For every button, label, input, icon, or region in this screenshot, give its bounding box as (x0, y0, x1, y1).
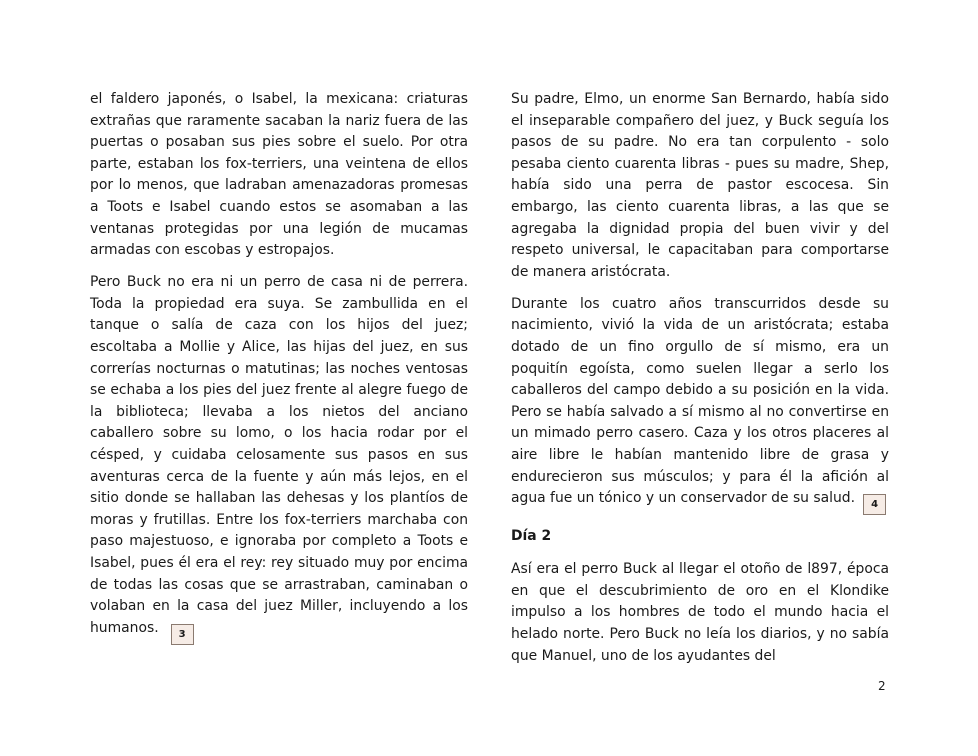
paragraph-text: Pero Buck no era ni un perro de casa ni de perrera. Toda la propiedad era suya. Se zambullida en el tanque o salía de caza con los hijos del juez; escoltaba a Mollie y Alice, las hijas del juez, en sus correrías nocturnas o matutinas; las noches ventosas se echaba a los pies del juez frente al alegre fuego de la biblioteca; llevaba a los nietos del anciano caballero sobre su lomo, o los hacia rodar por el césped, y cuidaba celosamente sus pasos en sus aventuras cerca de la fuente y aún más lejos, en el sitio donde se hallaban las dehesas y los plantíos de moras y frutillas. Entre los fox-terriers marchaba con paso majestuoso, e ignoraba por completo a Toots e Isabel, pues él era el rey: rey situado muy por encima de todas las cosas que se arrastraban, caminaban o volaban en la casa del juez Miller, incluyendo a los humanos. (90, 274, 468, 636)
paragraph-text: Durante los cuatro años transcurridos desde su nacimiento, vivió la vida de un aristócrata; estaba dotado de un fino orgullo de sí mismo, era un poquitín egoísta, como suelen llegar a serlo los caballeros del campo debido a su posición en la vida. Pero se había salvado a sí mismo al no convertirse en un mimado perro casero. Caza y los otros placeres al aire libre le habían mantenido libre de grasa y endurecieron sus músculos; y para él la afición al agua fue un tónico y un conservador de su salud. (511, 295, 889, 507)
page-number: 2 (878, 679, 886, 693)
section-heading: Día 2 (511, 527, 552, 544)
paragraph (90, 272, 468, 645)
section-marker-4: 4 (863, 494, 886, 515)
left-column (90, 89, 468, 655)
paragraph: Su padre, Elmo, un enorme San Bernardo, había sido el inseparable compañero del juez, y Buck seguía los pasos de su padre. No era tan corpulento - solo pesaba ciento cuarenta libras - pues su madre, Shep, había sido una perra de pastor escocesa. Sin embargo, las ciento cuarenta libras, a las que se agregaba la dignidad propia del buen vivir y del respeto universal, le capacitaban para comportarse de manera aristócrata. (511, 91, 889, 280)
right-column (511, 89, 889, 678)
paragraph: el faldero japonés, o Isabel, la mexicana: criaturas extrañas que raramente sacaban la nariz fuera de las puertas o posaban sus pies sobre el suelo. Por otra parte, estaban los fox-terriers, una veintena de ellos por lo menos, que ladraban amenazadoras promesas a Toots e Isabel cuando estos se asomaban a las ventanas protegidas por una legión de mucamas armadas con escobas y estropajos. (90, 91, 468, 259)
paragraph (511, 294, 889, 515)
section-marker-3: 3 (171, 624, 194, 645)
paragraph: Así era el perro Buck al llegar el otoño de l897, época en que el descubrimiento de oro en el Klondike impulso a los hombres de todo el mundo hacia el helado norte. Pero Buck no leía los diarios, y no sabía que Manuel, uno de los ayudantes del (511, 561, 889, 664)
